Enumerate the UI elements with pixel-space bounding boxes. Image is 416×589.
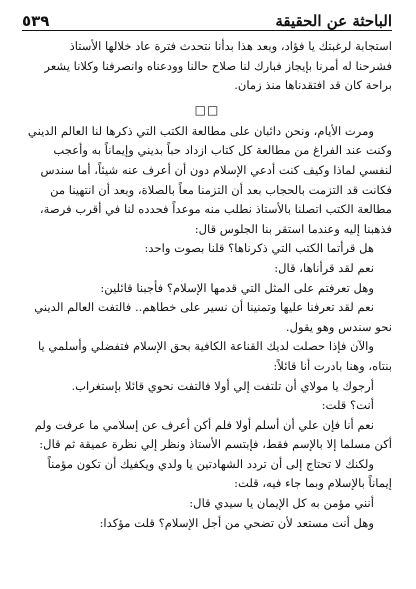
section-break: □□	[194, 102, 220, 117]
dialogue	[22, 239, 392, 533]
dialogue-line: أكن مسلما إلا بالإسم فقط، فإبتسم الأستاذ ونظر إلي نظرة عميقة ثم قال:	[39, 437, 392, 452]
page-body	[22, 37, 392, 533]
dialogue-line: هل قرأتما الكتب التي ذكرناها؟ قلنا بصوت واحد:	[144, 241, 374, 256]
dialogue-line: وهل أنت مستعد لأن تضحي من أجل الإسلام؟ قلت مؤكدا:	[99, 515, 374, 530]
text-line: مطالعة الكتب اتصلنا بالأستاذ نطلب منه موعداً فحدده لنا في أقرب فرصة،	[39, 202, 392, 217]
dialogue-line: نحو سندس وهو يقول.	[285, 319, 392, 334]
dialogue-line: بنتاه، وهنا بادرت أنا قائلاً:	[273, 358, 392, 373]
text-line: وكنت عند الفراغ من مطالعة كل كتاب ازداد حباً بديني وإيماناً به وأعجب	[53, 143, 392, 158]
dialogue-line: وهل تعرفتم على المثل التي قدمها الإسلام؟ فأجبنا قائلين:	[100, 280, 374, 295]
text-line: براحة كان قد افتقدناها منذ زمان.	[234, 78, 392, 93]
text-line: استجابة لرغبتك يا فؤاد، وبعد هذا بدأنا نتحدث فترة عاد خلالها الأستاذ	[69, 39, 392, 53]
page-number: ٥٣٩	[22, 12, 50, 30]
dialogue-line: نعم لقد تعرفنا عليها وتمنينا أن نسير على خطاهم.. فالتفت العالم الديني	[34, 300, 374, 315]
running-title: الباحثة عن الحقيقة	[275, 12, 392, 30]
dialogue-line: نعم لقد قرأناها، قال:	[274, 260, 374, 275]
dialogue-line: أنني مؤمن به كل الإيمان يا سيدي قال:	[189, 496, 374, 511]
dialogue-line: والآن فإذا حصلت لديك القناعة الكافية بحق الإسلام فتفضلي وأسلمي يا	[37, 339, 374, 354]
dialogue-line: إيماناً بالإسلام وبما جاء فيه، قلت:	[234, 476, 392, 491]
dialogue-line: أنت؟ قلت:	[321, 398, 374, 413]
text-line: فذهبنا إليه وعندما استقر بنا الجلوس قال:	[194, 221, 392, 236]
dialogue-line: أرجوك يا مولاي أن تلتفت إلي أولا فالتفت نحوي قائلا بإستغراب.	[71, 378, 374, 393]
text-line: ومرت الأيام، ونحن دائبان على مطالعة الكتب التي ذكرها لنا العالم الديني	[27, 123, 374, 138]
page-header	[22, 8, 392, 31]
dialogue-line: ولكنك لا تحتاج إلى أن تردد الشهادتين يا ولدي ويكفيك أن تكون مؤمناً	[47, 456, 374, 471]
dialogue-line: نعم أنا فإن علي أن أسلم أولا فلم أكن أعرف عن إسلامي ما عرفت ولم	[34, 417, 374, 432]
text-line: فشرحنا له أمرنا بإيجاز فبارك لنا صلاح حالنا وودعناه وانصرفنا وكلانا يشعر	[44, 58, 392, 73]
text-line: فكانت قد التزمت بالحجاب بعد أن التزمنا معاً بالصلاة، وبعد أن انتهينا من	[50, 182, 392, 197]
text-line: لنفسي لماذا وكيف كنت أدعي الإسلام دون أن أعرف عنه شيئاً، أما سندس	[40, 162, 392, 177]
